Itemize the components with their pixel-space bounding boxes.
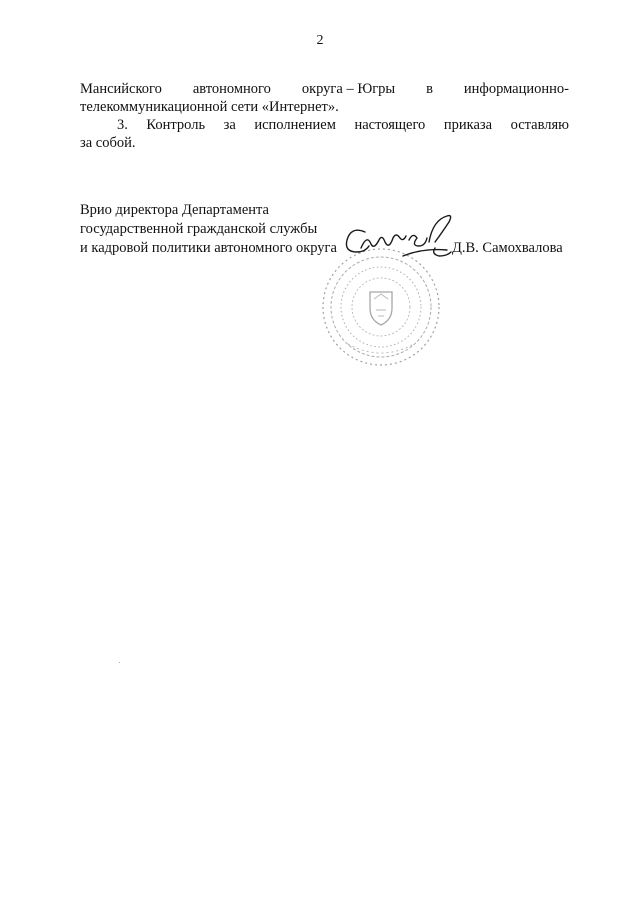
word: информационно- (463, 81, 569, 97)
word: в (426, 81, 433, 97)
signatory-title-line-1: Врио директора Департамента (80, 202, 269, 218)
word: автономного (192, 81, 271, 97)
item-number: 3. (117, 117, 128, 133)
word: приказа (443, 117, 493, 133)
word: Контроль (146, 117, 206, 133)
signatory-title-line-3: и кадровой политики автономного округа (80, 240, 337, 256)
item-3-line-1 (117, 116, 569, 134)
item-3-line-2: за собой. (80, 135, 136, 151)
paragraph-line-1 (80, 80, 569, 98)
word: настоящего (354, 117, 426, 133)
signatory-title-line-2: государственной гражданской службы (80, 221, 318, 237)
scan-speck (119, 662, 120, 663)
handwritten-signature-icon (343, 212, 455, 264)
word: за (223, 117, 236, 133)
word: исполнением (254, 117, 336, 133)
word: Мансийского (80, 81, 162, 97)
paragraph-line-2: телекоммуникационной сети «Интернет». (80, 99, 339, 115)
word: округа – Югры (301, 81, 396, 97)
signatory-name: Д.В. Самохвалова (452, 240, 563, 256)
word: оставляю (510, 117, 569, 133)
page-number: 2 (316, 33, 324, 48)
